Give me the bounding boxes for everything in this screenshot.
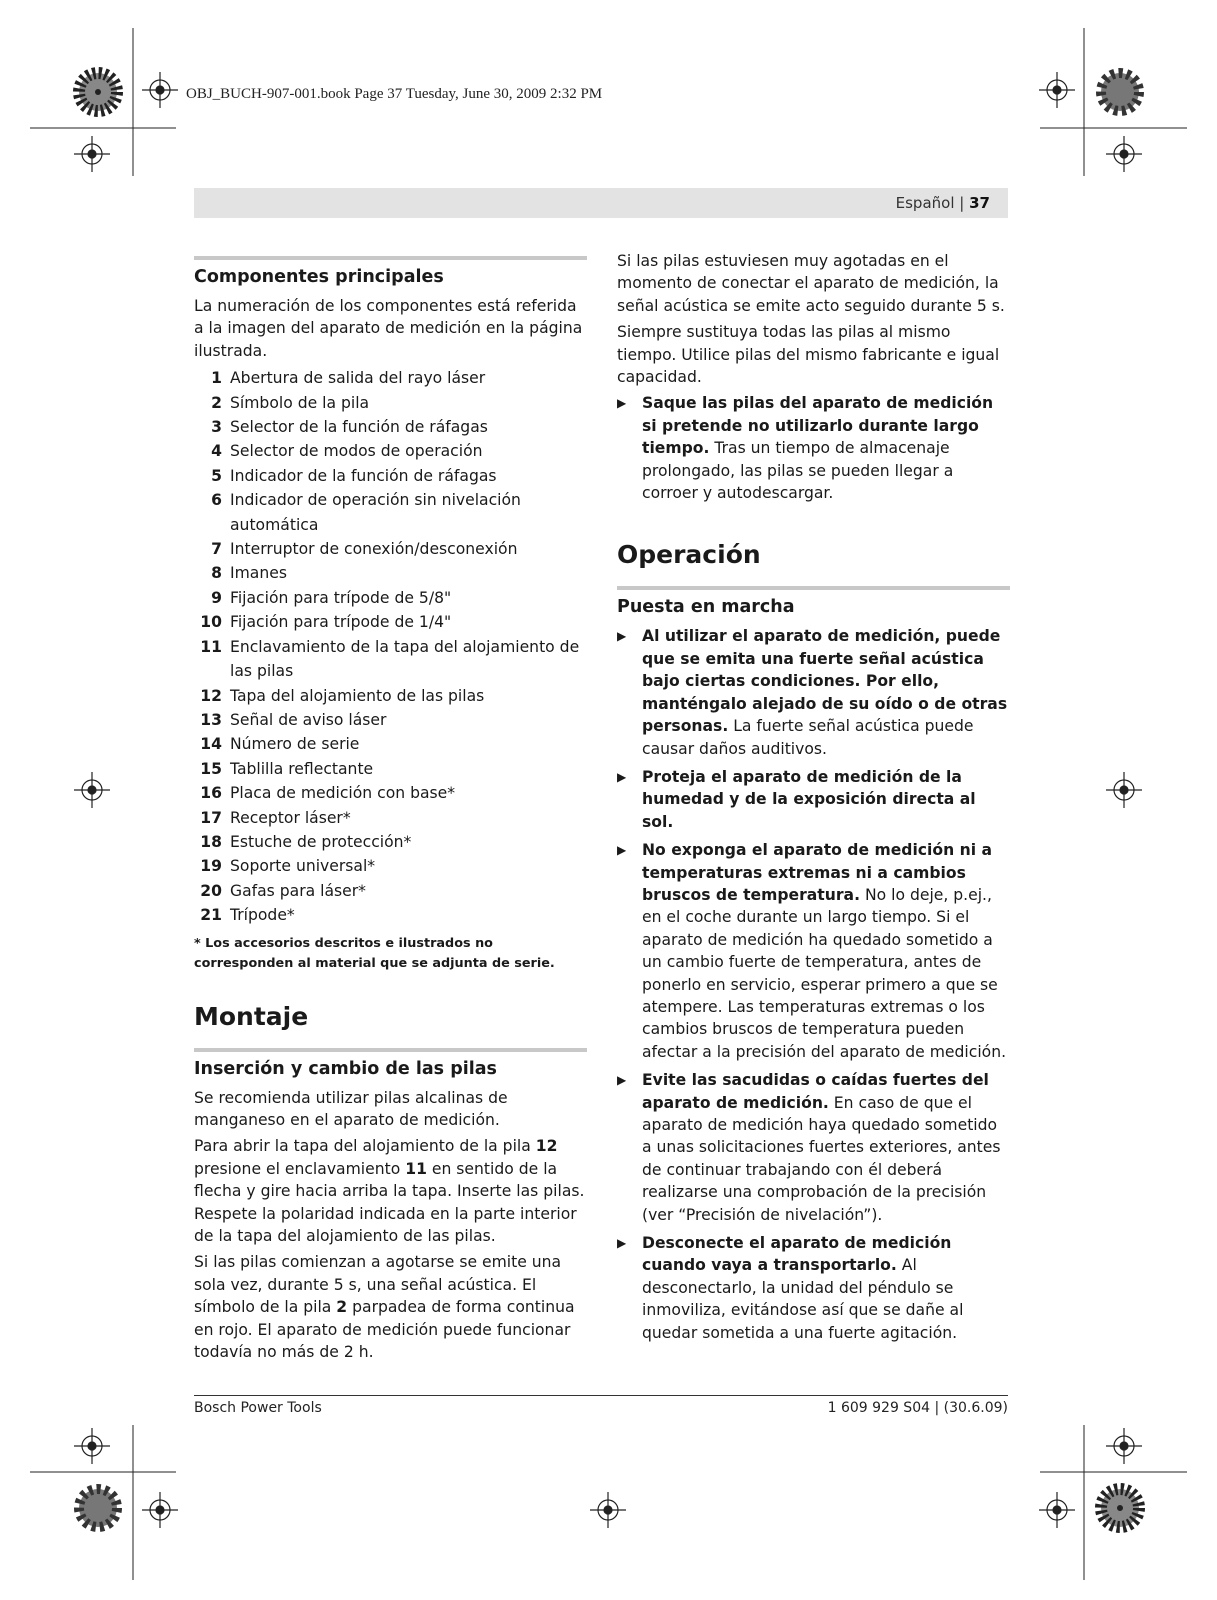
component-number: 9: [211, 588, 222, 607]
component-item: [194, 561, 587, 585]
component-item: [194, 879, 587, 903]
component-label: Trípode*: [230, 906, 295, 925]
bullet-item: ▶ Saque las pilas del aparato de medición si pretende no utilizarlo durante largo tiempo. Tras un tiempo de almacenaje prolongado, las pilas se pueden llegar a corroer y autodescargar.: [617, 392, 1010, 504]
component-number: 4: [211, 442, 222, 461]
page-footer: [194, 1395, 1008, 1416]
component-label: Enclavamiento de la tapa del alojamiento de las pilas: [230, 637, 580, 681]
bullet-item: ▶ Al utilizar el aparato de medición, puede que se emita una fuerte señal acústica bajo ciertas condiciones. Por ello, manténgalo alejado de su oído o de otras personas. La fuerte señal acústica puede causar daños auditivos.: [617, 625, 1010, 759]
footer-doc-id: 1 609 929 S04 | (30.6.09): [827, 1400, 1008, 1416]
component-number: 15: [200, 759, 222, 778]
component-number: 8: [211, 564, 222, 583]
component-label: Selector de modos de operación: [230, 442, 483, 461]
component-number: 5: [211, 466, 222, 485]
page-header-bar: [194, 188, 1008, 218]
component-label: Abertura de salida del rayo láser: [230, 369, 486, 388]
component-number: 16: [200, 784, 222, 803]
component-item: [194, 635, 587, 684]
component-number: 6: [211, 491, 222, 510]
component-label: Receptor láser*: [230, 808, 351, 827]
left-column: [194, 250, 587, 1367]
component-item: [194, 586, 587, 610]
pilas-paragraph-2: Para abrir la tapa del alojamiento de la pila 12 presione el enclavamiento 11 en sentido de la flecha y gire hacia arriba la tapa. Inserte las pilas. Respete la polaridad indicada en la parte interior de la tapa del alojamiento de las pilas.: [194, 1137, 585, 1245]
triangle-right-icon: ▶: [617, 629, 627, 644]
component-label: Soporte universal*: [230, 857, 376, 876]
component-item: [194, 366, 587, 390]
component-item: [194, 415, 587, 439]
accessories-footnote: * Los accesorios descritos e ilustrados no corresponden al material que se adjunta de serie.: [194, 935, 555, 971]
component-number: 14: [200, 735, 222, 754]
component-item: [194, 610, 587, 634]
component-number: 18: [200, 832, 222, 851]
components-list: [194, 366, 587, 927]
component-label: Interruptor de conexión/desconexión: [230, 540, 518, 559]
header-language: Español: [895, 194, 955, 212]
component-label: Tapa del alojamiento de las pilas: [230, 686, 485, 705]
component-number: 2: [211, 393, 222, 412]
component-label: Tablilla reflectante: [230, 759, 374, 778]
bullet-item: ▶ Proteja el aparato de medición de la humedad y de la exposición directa al sol.: [617, 766, 1010, 833]
components-intro: La numeración de los componentes está referida a la imagen del aparato de medición en la página ilustrada.: [194, 297, 583, 360]
component-label: Fijación para trípode de 5/8": [230, 588, 452, 607]
component-item: [194, 439, 587, 463]
component-number: 17: [200, 808, 222, 827]
component-item: [194, 488, 587, 537]
component-number: 13: [200, 710, 222, 729]
component-item: [194, 464, 587, 488]
component-number: 7: [211, 540, 222, 559]
component-number: 1: [211, 369, 222, 388]
component-item: [194, 757, 587, 781]
component-number: 10: [200, 613, 222, 632]
page-header: [896, 194, 990, 212]
component-label: Gafas para láser*: [230, 881, 366, 900]
component-number: 12: [200, 686, 222, 705]
component-label: Fijación para trípode de 1/4": [230, 613, 452, 632]
triangle-right-icon: ▶: [617, 843, 627, 858]
page-number: 37: [969, 194, 990, 212]
component-item: [194, 732, 587, 756]
pilas-paragraph-3: Si las pilas comienzan a agotarse se emite una sola vez, durante 5 s, una señal acústica. El símbolo de la pila 2 parpadea de forma continua en rojo. El aparato de medición puede funcionar todavía no más de 2 h.: [194, 1253, 575, 1362]
component-item: [194, 903, 587, 927]
component-label: Símbolo de la pila: [230, 393, 370, 412]
component-item: [194, 806, 587, 830]
triangle-right-icon: ▶: [617, 1073, 627, 1088]
triangle-right-icon: ▶: [617, 1236, 627, 1251]
component-number: 19: [200, 857, 222, 876]
footer-brand: Bosch Power Tools: [194, 1400, 322, 1416]
component-label: Señal de aviso láser: [230, 710, 387, 729]
component-label: Indicador de la función de ráfagas: [230, 466, 497, 485]
component-item: [194, 684, 587, 708]
components-heading: Componentes principales: [194, 256, 587, 289]
triangle-right-icon: ▶: [617, 396, 627, 411]
component-label: Selector de la función de ráfagas: [230, 418, 488, 437]
component-number: 20: [200, 881, 222, 900]
right-column: [617, 250, 1010, 1350]
bullet-item: ▶ Desconecte el aparato de medición cuando vaya a transportarlo. Al desconectarlo, la unidad del péndulo se inmoviliza, evitándose así que se dañe al quedar sometida a una fuerte agitación.: [617, 1232, 1010, 1344]
triangle-right-icon: ▶: [617, 769, 627, 784]
component-item: [194, 391, 587, 415]
right-paragraph-2: Siempre sustituya todas las pilas al mismo tiempo. Utilice pilas del mismo fabricante e igual capacidad.: [617, 323, 1000, 387]
component-item: [194, 708, 587, 732]
component-item: [194, 537, 587, 561]
bullet-item: ▶ No exponga el aparato de medición ni a temperaturas extremas ni a cambios bruscos de temperatura. No lo deje, p.ej., en el coche durante un largo tiempo. Si el aparato de medición ha quedado sometido a un cambio fuerte de temperatura, antes de ponerlo en servicio, esperar primero a que se atempere. Las temperaturas extremas o los cambios bruscos de temperatura pueden afectar a la precisión del aparato de medición.: [617, 839, 1010, 1063]
right-paragraph-1: Si las pilas estuviesen muy agotadas en el momento de conectar el aparato de medición, la señal acústica se emite acto seguido durante 5 s.: [617, 252, 1005, 315]
component-number: 11: [200, 637, 222, 656]
pilas-paragraph-1: Se recomienda utilizar pilas alcalinas de manganeso en el aparato de medición.: [194, 1088, 508, 1129]
print-slug: OBJ_BUCH-907-001.book Page 37 Tuesday, June 30, 2009 2:32 PM: [186, 86, 603, 102]
header-separator: |: [959, 194, 965, 212]
component-item: [194, 781, 587, 805]
bullet-item: ▶ Evite las sacudidas o caídas fuertes del aparato de medición. En caso de que el aparato de medición haya quedado sometido a unas solicitaciones fuertes exteriores, antes de continuar trabajando con él deberá realizarse una comprobación de la precisión (ver “Precisión de nivelación”).: [617, 1069, 1010, 1226]
component-number: 3: [211, 418, 222, 437]
pilas-heading: Inserción y cambio de las pilas: [194, 1048, 587, 1081]
operacion-title: Operación: [617, 540, 761, 570]
component-item: [194, 830, 587, 854]
component-label: Placa de medición con base*: [230, 784, 456, 803]
component-label: Estuche de protección*: [230, 832, 412, 851]
component-label: Indicador de operación sin nivelación automática: [230, 491, 521, 534]
component-label: Imanes: [230, 564, 287, 583]
montaje-title: Montaje: [194, 1001, 309, 1031]
component-label: Número de serie: [230, 735, 360, 754]
component-number: 21: [200, 906, 222, 925]
component-item: [194, 854, 587, 878]
marcha-heading: Puesta en marcha: [617, 586, 1010, 619]
